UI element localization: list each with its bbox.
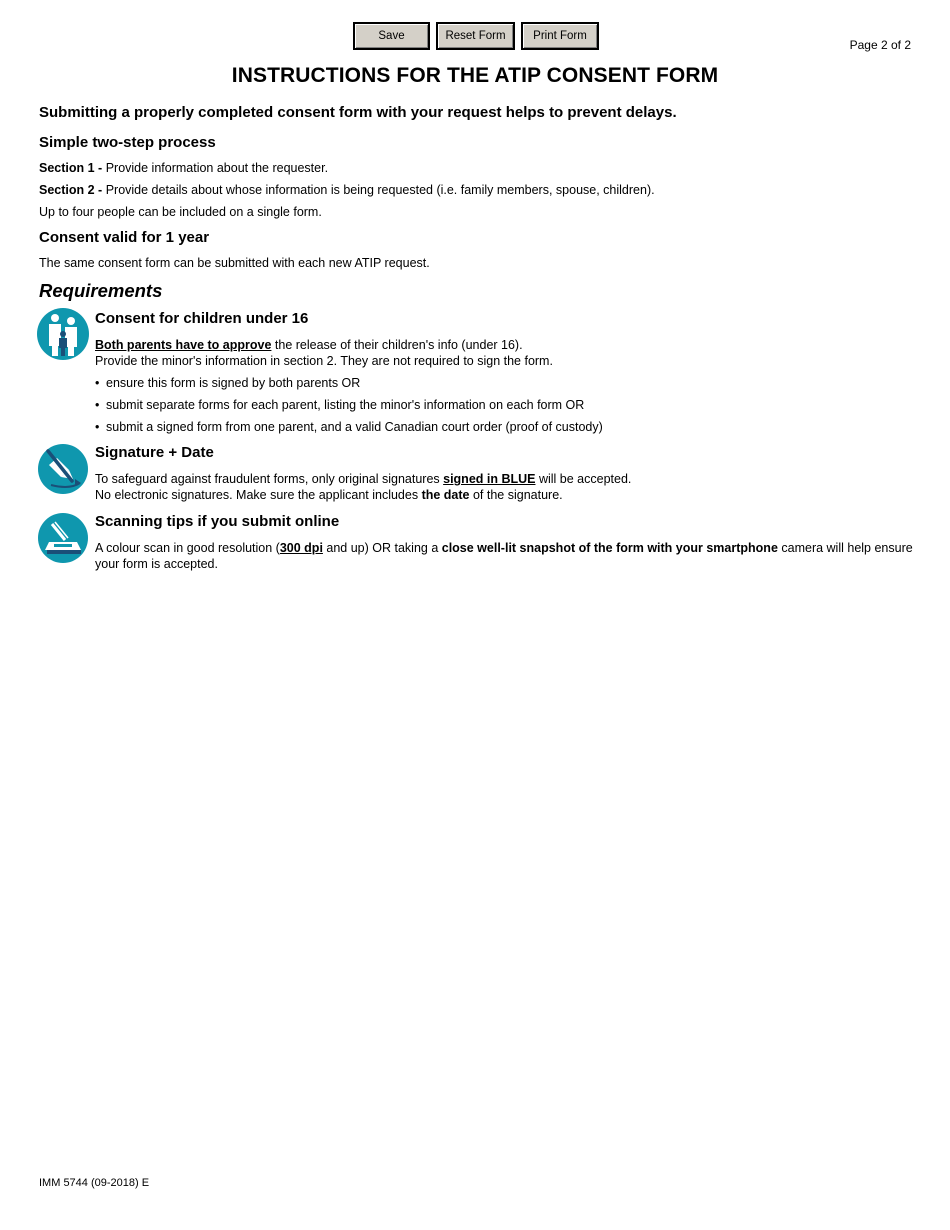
children-approval-line [95, 337, 919, 353]
children-consent-section [39, 310, 919, 435]
validity-text: The same consent form can be submitted with each new ATIP request. [39, 256, 430, 270]
section1-text: Provide information about the requester. [102, 161, 329, 175]
scan-text-c: and up) OR taking a [322, 541, 442, 555]
people-limit-note: Up to four people can be included on a single form. [39, 205, 322, 219]
page-title: INSTRUCTIONS FOR THE ATIP CONSENT FORM [231, 64, 719, 87]
form-identifier: IMM 5744 (09-2018) E [39, 1177, 150, 1189]
signature-pen-icon [37, 443, 89, 495]
signature-text-a: To safeguard against fraudulent forms, only original signatures [95, 472, 444, 486]
children-options-list [95, 375, 919, 435]
list-item: • ensure this form is signed by both parents OR [95, 375, 919, 391]
signature-text-e: of the signature. [469, 488, 563, 502]
section1-line [39, 160, 919, 176]
scanning-section [39, 513, 919, 572]
signature-section [39, 444, 919, 503]
list-item: • submit separate forms for each parent, listing the minor's information on each form OR [95, 397, 919, 413]
validity-heading: Consent valid for 1 year [39, 229, 210, 246]
scanning-tips-text [95, 540, 919, 572]
minor-info-line: Provide the minor's information in section 2. They are not required to sign the form. [95, 354, 553, 368]
both-parents-emphasis: Both parents have to approve [95, 338, 272, 352]
save-button[interactable]: Save [353, 22, 430, 50]
children-heading: Consent for children under 16 [95, 310, 309, 327]
requirements-heading: Requirements [39, 280, 163, 301]
scanner-icon [37, 512, 89, 564]
section1-label: Section 1 - [39, 161, 103, 175]
signed-in-blue-emphasis: signed in BLUE [443, 472, 536, 486]
section2-line [39, 182, 919, 198]
page-number: Page 2 of 2 [849, 38, 911, 52]
scan-text-e: camera will help ensure your form is accepted. [95, 541, 913, 571]
signature-heading: Signature + Date [95, 444, 214, 461]
scan-text-a: A colour scan in good resolution ( [95, 541, 280, 555]
section2-text: Provide details about whose information is being requested (i.e. family members, spouse, children). [102, 183, 655, 197]
reset-form-button[interactable]: Reset Form [436, 22, 515, 50]
scanning-heading: Scanning tips if you submit online [95, 513, 340, 530]
form-toolbar [353, 22, 599, 50]
signature-line-1 [95, 471, 919, 487]
dpi-emphasis: 300 dpi [279, 541, 323, 555]
list-item: • submit a signed form from one parent, and a valid Canadian court order (proof of custody) [95, 419, 919, 435]
signature-text-d: No electronic signatures. Make sure the applicant includes [95, 488, 422, 502]
process-heading: Simple two-step process [39, 134, 216, 151]
snapshot-emphasis: close well-lit snapshot of the form with your smartphone [441, 541, 778, 555]
instructions-body [39, 104, 919, 572]
section2-label: Section 2 - [39, 183, 103, 197]
lead-statement: Submitting a properly completed consent form with your request helps to prevent delays. [39, 104, 677, 121]
signature-text-c: will be accepted. [535, 472, 632, 486]
print-form-button[interactable]: Print Form [521, 22, 599, 50]
children-approval-rest: the release of their children's info (under 16). [271, 338, 523, 352]
the-date-emphasis: the date [421, 488, 470, 502]
family-icon [37, 308, 89, 360]
signature-line-2 [95, 487, 919, 503]
